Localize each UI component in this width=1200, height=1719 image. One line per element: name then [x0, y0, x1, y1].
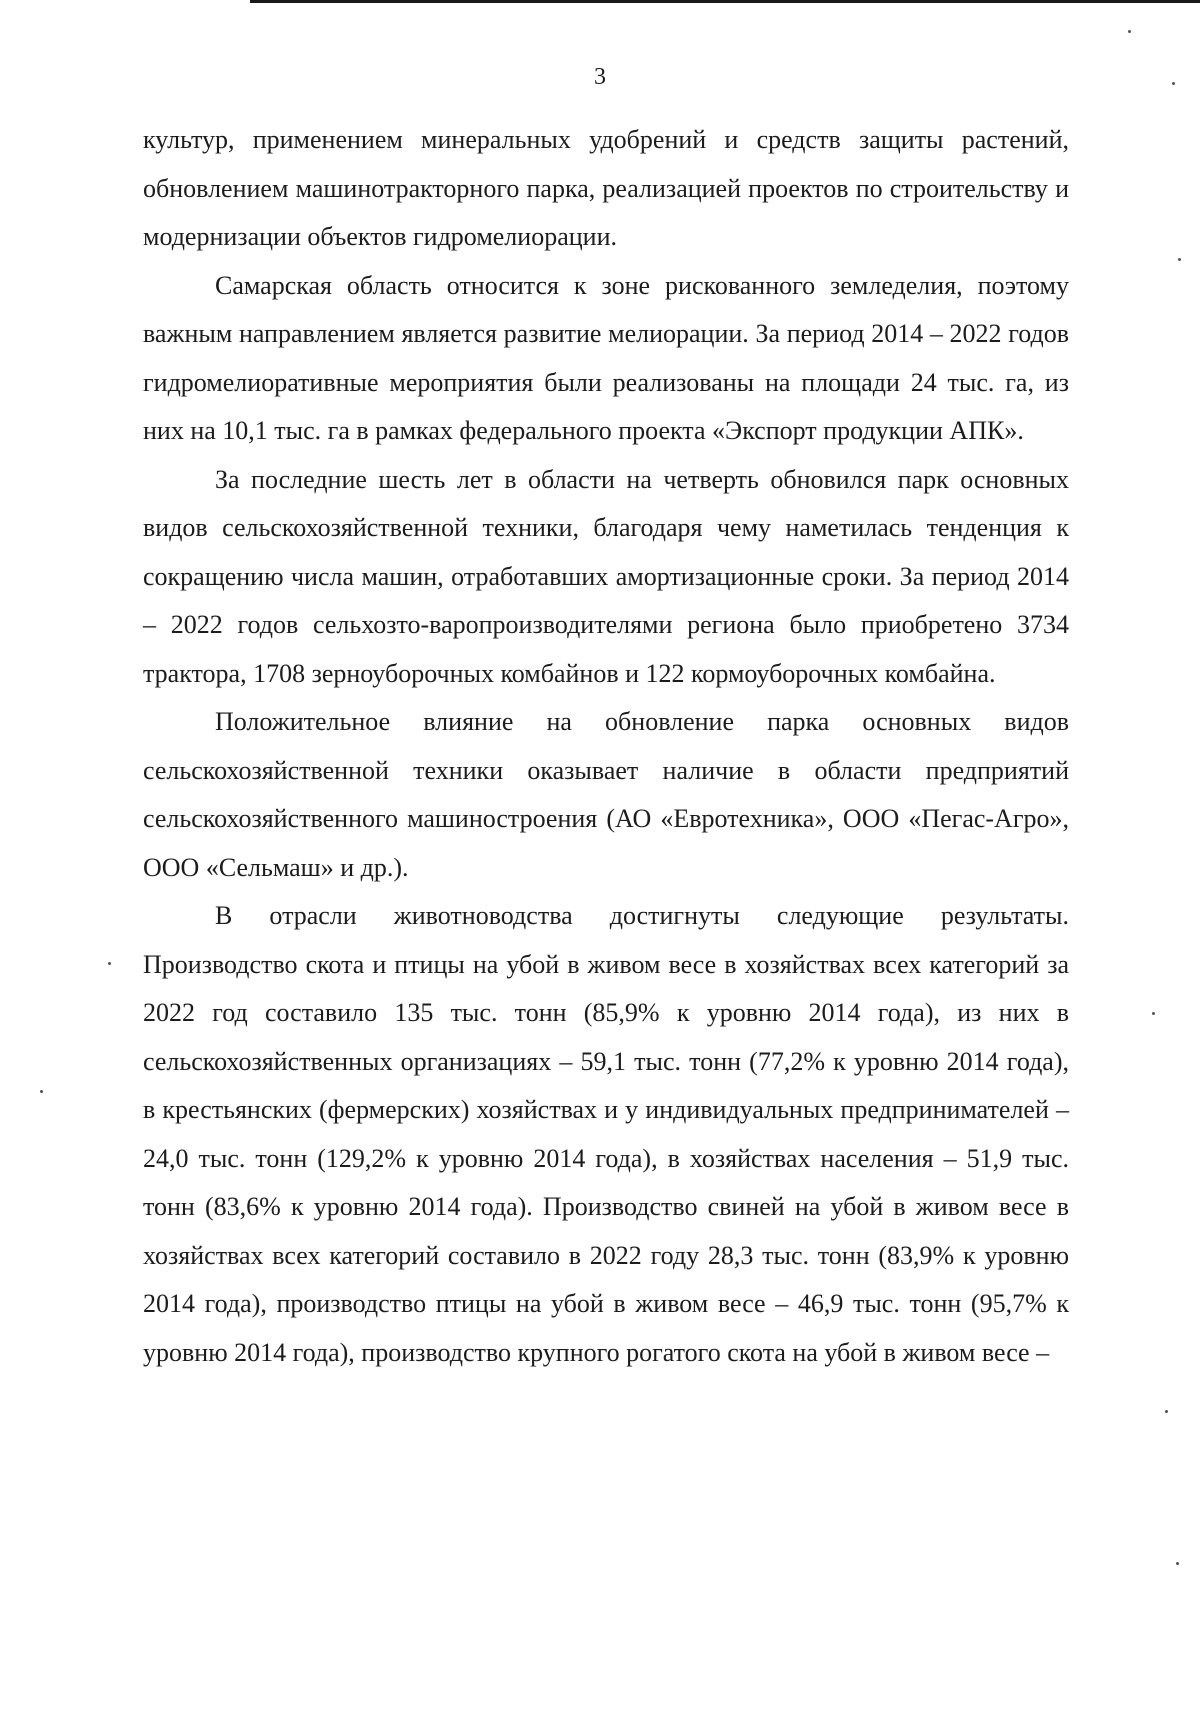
paragraph-livestock-results: В отрасли животноводства достигнуты следующие результаты. Производство скота и птицы на убой в живом весе в хозяйствах всех категорий за 2022 год составило 135 тыс. тонн (85,9% к уровню 2014 года), из них в сельскохозяйственных организациях – 59,1 тыс. тонн (77,2% к уровню 2014 года), в крестьянских (фермерских) хозяйствах и у индивидуальных предпринимателей – 24,0 тыс. тонн (129,2% к уровню 2014 года), в хозяйствах населения – 51,9 тыс. тонн (83,6% к уровню 2014 года). Производство свиней на убой в живом весе в хозяйствах всех категорий составило в 2022 году 28,3 тыс. тонн (83,9% к уровню 2014 года), производство птицы на убой в живом весе – 46,9 тыс. тонн (95,7% к уровню 2014 года), производство крупного рогатого скота на убой в живом весе – [143, 901, 1069, 1367]
paragraph-agricultural-engineering: Положительное влияние на обновление парка основных видов сельскохозяйственной техники оказывает наличие в области предприятий сельскохозяйственного машиностроения (АО «Евротехника», ООО «Пегас-Агро», ООО «Сельмаш» и др.). [143, 707, 1069, 882]
document-body [143, 116, 1069, 1377]
scan-speck [1178, 258, 1181, 261]
scan-top-edge-line [250, 0, 1200, 3]
scan-speck [1128, 30, 1131, 33]
scan-speck [1152, 1012, 1155, 1015]
scan-speck [1165, 1410, 1168, 1413]
paragraph-continuation: культур, применением минеральных удобрений и средств защиты растений, обновлением машинотракторного парка, реализацией проектов по строительству и модернизации объектов гидромелиорации. [143, 125, 1069, 251]
scan-speck [40, 1090, 43, 1093]
page-number: 3 [594, 64, 606, 90]
scan-speck [1176, 1562, 1179, 1565]
paragraph-melioration: Самарская область относится к зоне рискованного земледелия, поэтому важным направлением является развитие мелиорации. За период 2014 – 2022 годов гидромелиоративные мероприятия были реализованы на площади 24 тыс. га, из них на 10,1 тыс. га в рамках федерального проекта «Экспорт продукции АПК». [143, 270, 1069, 445]
scan-speck [108, 962, 111, 965]
paragraph-machinery-renewal: За последние шесть лет в области на четверть обновился парк основных видов сельскохозяйственной техники, благодаря чему наметилась тенденция к сокращению числа машин, отработавших амортизационные сроки. За период 2014 – 2022 годов сельхозто-варопроизводителями региона было приобретено 3734 трактора, 1708 зерноуборочных комбайнов и 122 кормоуборочных комбайна. [143, 464, 1069, 688]
